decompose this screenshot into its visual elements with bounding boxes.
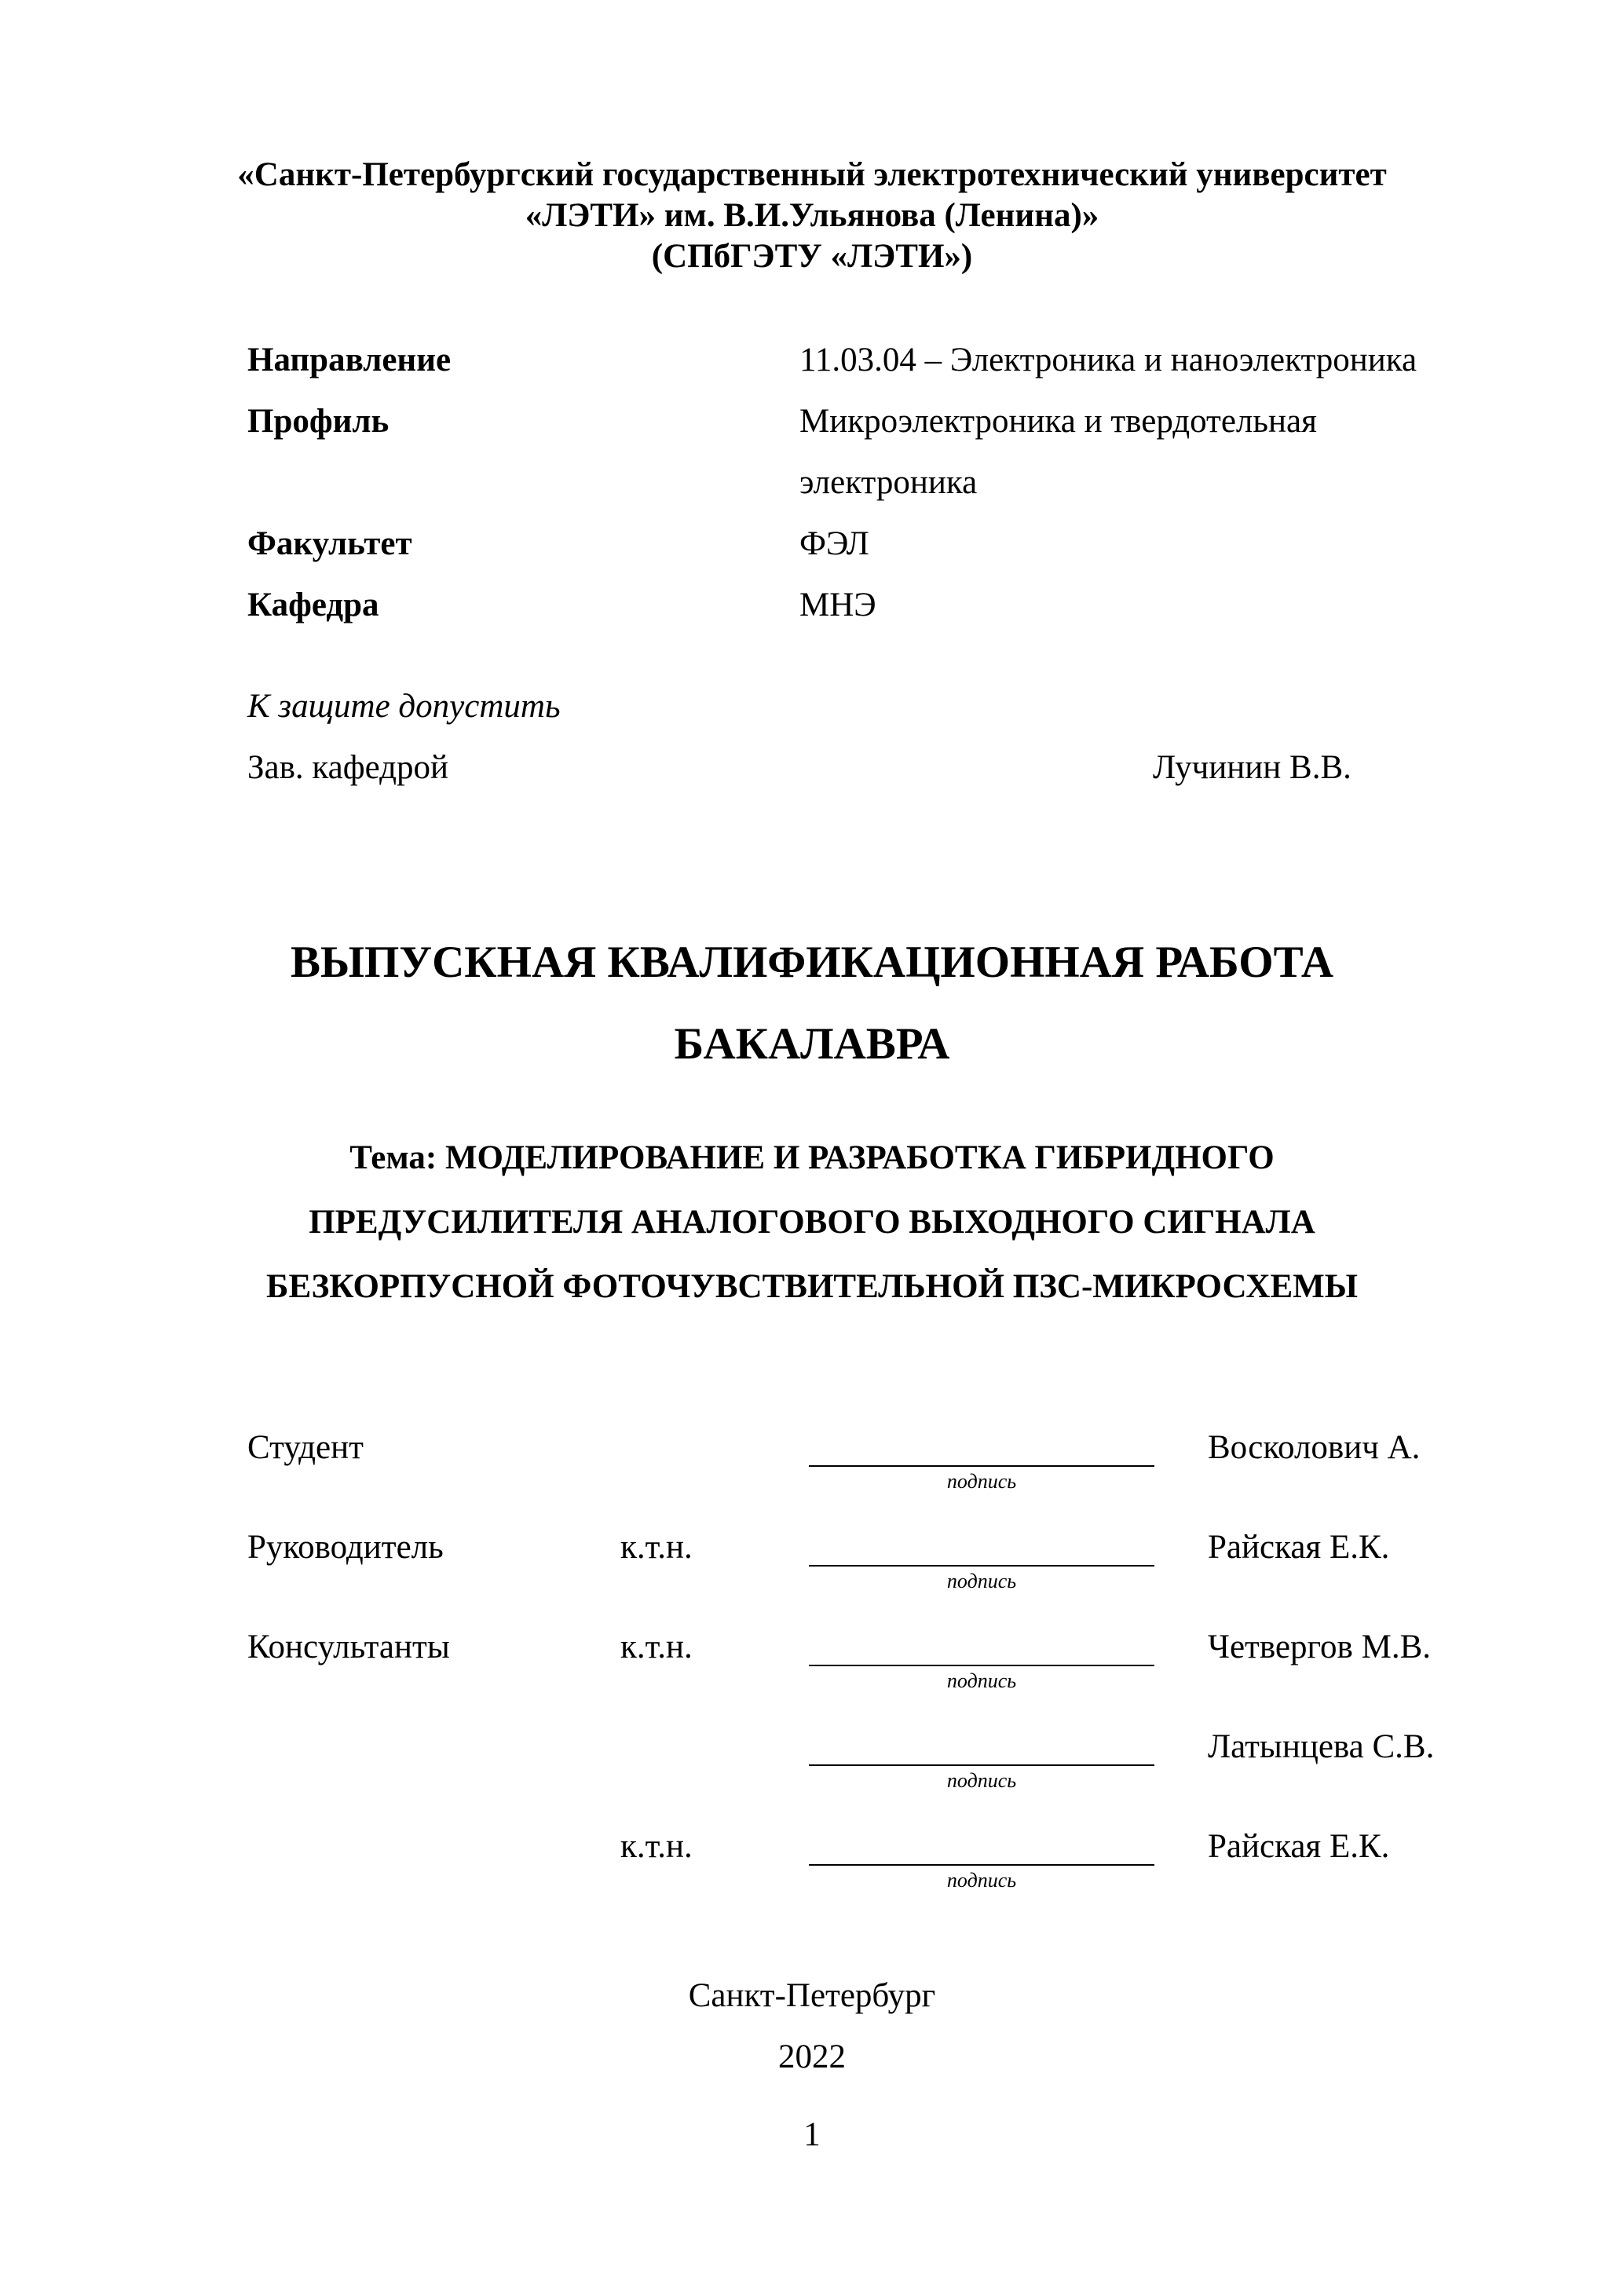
topic-line-3: БЕЗКОРПУСНОЙ ФОТОЧУВСТВИТЕЛЬНОЙ ПЗС-МИКРОСХЕМЫ (266, 1268, 1358, 1305)
signature-caption: подпись (946, 1570, 1017, 1592)
faculty-value: ФЭЛ (799, 525, 869, 562)
signature-name: Восколович А. (1208, 1429, 1421, 1466)
department-label: Кафедра (247, 587, 379, 623)
signature-role-consultants: Консультанты (247, 1629, 450, 1665)
signature-degree: к.т.н. (620, 1529, 693, 1566)
signature-degree: к.т.н. (620, 1828, 693, 1865)
signature-line (809, 1764, 1154, 1766)
university-name-line-1: «Санкт-Петербургский государственный электротехнический университет (237, 156, 1387, 193)
head-of-department-label: Зав. кафедрой (247, 749, 449, 786)
profile-value-continued: электроника (799, 464, 978, 501)
university-name-line-2: «ЛЭТИ» им. В.И.Ульянова (Ленина)» (525, 197, 1099, 234)
signature-line (809, 1665, 1154, 1666)
signature-role-student: Студент (247, 1429, 364, 1466)
signature-line (809, 1565, 1154, 1567)
page-number: 1 (803, 2116, 821, 2153)
thesis-title-line-2: БАКАЛАВРА (674, 1019, 950, 1069)
department-value: МНЭ (799, 587, 876, 623)
year: 2022 (778, 2038, 846, 2075)
admission-label: К защите допустить (247, 688, 561, 725)
signature-role-supervisor: Руководитель (247, 1529, 444, 1566)
city: Санкт-Петербург (688, 1977, 936, 2014)
signature-caption: подпись (946, 1470, 1017, 1493)
signature-name: Райская Е.К. (1208, 1529, 1390, 1566)
head-of-department-name: Лучинин В.В. (1153, 749, 1352, 786)
direction-label: Направление (247, 342, 452, 378)
signature-caption: подпись (946, 1869, 1017, 1892)
thesis-title-line-1: ВЫПУСКНАЯ КВАЛИФИКАЦИОННАЯ РАБОТА (290, 938, 1333, 987)
signature-line (809, 1465, 1154, 1467)
signature-line (809, 1864, 1154, 1866)
faculty-label: Факультет (247, 525, 412, 562)
topic-line-2: ПРЕДУСИЛИТЕЛЯ АНАЛОГОВОГО ВЫХОДНОГО СИГНАЛА (309, 1204, 1315, 1241)
signature-caption: подпись (946, 1669, 1017, 1692)
signature-name: Латынцева С.В. (1208, 1728, 1435, 1765)
signature-name: Четвергов М.В. (1208, 1629, 1431, 1665)
direction-value: 11.03.04 – Электроника и наноэлектроника (799, 342, 1417, 378)
topic-line-1: Тема: МОДЕЛИРОВАНИЕ И РАЗРАБОТКА ГИБРИДНОГО (349, 1139, 1275, 1176)
profile-label: Профиль (247, 403, 390, 440)
university-abbreviation: (СПбГЭТУ «ЛЭТИ») (651, 238, 973, 275)
signature-caption: подпись (946, 1769, 1017, 1792)
signature-degree: к.т.н. (620, 1629, 693, 1665)
signature-name: Райская Е.К. (1208, 1828, 1390, 1865)
profile-value: Микроэлектроника и твердотельная (799, 403, 1317, 440)
